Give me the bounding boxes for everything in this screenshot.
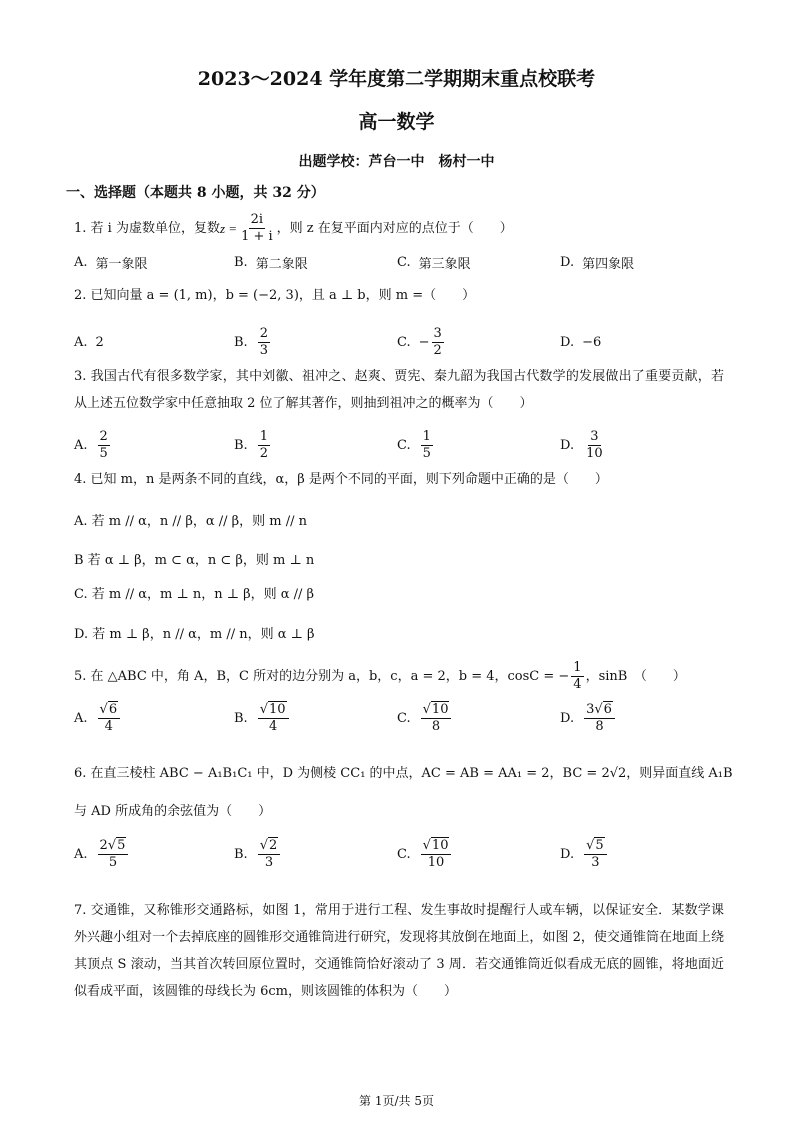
q5-option-d[interactable] (560, 702, 617, 735)
q1-option-c-text: 第三象限 (418, 257, 471, 272)
q4-option-a[interactable]: A. 若 m // α，n // β，α // β，则 m // n (74, 514, 308, 529)
q3-b-fraction (258, 429, 270, 462)
question-5 (74, 660, 686, 693)
q2-option-b[interactable] (234, 326, 272, 359)
q6-option-b[interactable] (234, 838, 282, 871)
q2-option-d-value: −6 (582, 335, 602, 350)
q5-b-den: 4 (268, 719, 278, 734)
q5-option-b[interactable] (234, 702, 291, 735)
q6-a-rad: 5 (117, 838, 126, 853)
q5-b-num: √10 (258, 702, 289, 719)
q6-a-num: 2√5 (98, 838, 129, 855)
label-b: B. (234, 335, 248, 350)
q5-d-coef: 3 (586, 702, 595, 717)
q6-d-rad: 5 (595, 838, 604, 853)
section-heading: 一、选择题（本题共 8 小题，共 32 分） (66, 185, 325, 201)
q5-c-fraction (421, 702, 452, 735)
schools-line: 出题学校：芦台一中 杨村一中 (298, 154, 495, 170)
q5-option-a[interactable] (74, 702, 122, 735)
question-1 (74, 212, 513, 245)
q5-d-num: 3√6 (584, 702, 615, 719)
label-a: A. (74, 335, 88, 350)
label-c: C. (397, 438, 411, 453)
q2-c-den: 2 (433, 343, 442, 358)
label-a: A. (74, 711, 88, 726)
label-c: C. (397, 711, 411, 726)
q3-b-num: 1 (259, 429, 268, 444)
q1-option-d-text: 第四象限 (582, 257, 635, 272)
q3-d-num: 3 (590, 429, 599, 444)
q3-option-d[interactable] (560, 429, 607, 462)
q5-num: 1 (573, 660, 582, 675)
q5-c-rad: 10 (431, 702, 449, 717)
q6-c-num: √10 (421, 838, 452, 855)
q1-option-d[interactable] (560, 253, 634, 272)
q1-num: 2i (250, 212, 264, 227)
q5-den: 4 (573, 677, 582, 692)
q5-a-den: 4 (104, 719, 113, 734)
label-d: D. (560, 438, 575, 453)
q2-b-den: 3 (259, 343, 268, 358)
q5-d-den: 8 (595, 719, 604, 734)
q6-a-coef: 2 (99, 838, 108, 853)
q5-post: ，sinB （ ） (585, 668, 686, 684)
q1-option-a[interactable] (74, 253, 148, 272)
question-3: 3. 我国古代有很多数学家，其中刘徽、祖冲之、赵爽、贾宪、秦九韶为我国古代数学的发展做出了重要贡献，若从上述五位数学家中任意抽取 2 位了解其著作，则抽到祖冲之的概率为（ ） (74, 369, 724, 411)
q2-option-a[interactable] (74, 335, 104, 350)
q6-option-c[interactable] (397, 838, 453, 871)
q6-a-fraction (98, 838, 129, 871)
q5-a-num: √6 (98, 702, 121, 719)
q3-c-den: 5 (422, 446, 431, 461)
q6-a-den: 5 (108, 855, 118, 870)
q2-c-sign: − (418, 335, 430, 350)
label-d: D. (560, 847, 575, 862)
label-a: A. (74, 847, 88, 862)
question-2: 2. 已知向量 a = (1, m)，b = (−2, 3)，且 a ⊥ b，则 m =（ ） (74, 288, 476, 303)
q1-pre: 1. 若 i 为虚数单位，复数 (74, 220, 220, 236)
q6-b-den: 3 (264, 855, 274, 870)
label-b: B. (234, 711, 248, 726)
q3-d-fraction (584, 429, 605, 462)
q3-a-fraction (98, 429, 110, 462)
q3-option-c[interactable] (397, 429, 435, 462)
q5-c-den: 8 (431, 719, 441, 734)
q2-option-c[interactable] (397, 326, 446, 359)
q3-b-den: 2 (259, 446, 268, 461)
subject-title: 高一数学 (358, 111, 435, 133)
q6-b-rad: 2 (268, 838, 278, 853)
q2-c-num: 3 (433, 326, 442, 341)
q3-c-num: 1 (422, 429, 431, 444)
q6-c-den: 10 (427, 855, 445, 870)
q5-d-fraction (584, 702, 615, 735)
q1-post: ，则 z 在复平面内对应的点位于（ ） (276, 220, 513, 236)
q6-d-fraction (584, 838, 607, 871)
q4-option-b[interactable]: B 若 α ⊥ β，m ⊂ α，n ⊂ β，则 m ⊥ n (74, 553, 315, 568)
q2-option-d[interactable] (560, 335, 601, 350)
q6-option-a[interactable] (74, 838, 130, 871)
q6-d-den: 3 (591, 855, 600, 870)
q5-c-num: √10 (421, 702, 452, 719)
q6-option-d[interactable] (560, 838, 609, 871)
q4-option-d[interactable]: D. 若 m ⊥ β，n // α，m // n，则 α ⊥ β (74, 627, 315, 642)
q6-b-fraction (258, 838, 281, 871)
label-b: B. (234, 255, 248, 270)
q1-option-b[interactable] (234, 253, 308, 272)
q2-b-fraction (258, 326, 270, 359)
q5-b-rad: 10 (268, 702, 286, 717)
label-d: D. (560, 711, 575, 726)
label-c: C. (397, 255, 411, 270)
label-c: C. (397, 335, 411, 350)
q1-z: z = (219, 220, 238, 236)
q5-d-rad: 6 (603, 702, 612, 717)
label-a: A. (74, 438, 88, 453)
q5-b-fraction (258, 702, 289, 735)
q2-option-a-value: 2 (95, 335, 104, 350)
q5-fraction (571, 660, 583, 693)
q3-a-num: 2 (99, 429, 108, 444)
q5-a-rad: 6 (108, 702, 118, 717)
q6-c-rad: 10 (431, 838, 449, 853)
question-6-line-1: 6. 在直三棱柱 ABC − A₁B₁C₁ 中，D 为侧棱 CC₁ 的中点，AC = AB = AA₁ = 2，BC = 2√2，则异面直线 A₁B (74, 766, 733, 781)
question-4: 4. 已知 m，n 是两条不同的直线，α，β 是两个不同的平面，则下列命题中正确的是（ ） (74, 472, 608, 487)
q4-option-c[interactable]: C. 若 m // α，m ⊥ n，n ⊥ β，则 α // β (74, 587, 315, 602)
q1-option-c[interactable] (397, 253, 471, 272)
label-b: B. (234, 847, 248, 862)
q5-pre: 5. 在 △ABC 中，角 A，B，C 所对的边分别为 a，b，c，a = 2，b = 4，cosC = − (74, 668, 570, 684)
q3-d-den: 10 (586, 446, 603, 461)
q2-b-num: 2 (259, 326, 268, 341)
question-6-line-2: 与 AD 所成角的余弦值为（ ） (74, 804, 272, 819)
label-d: D. (560, 335, 575, 350)
q1-option-b-text: 第二象限 (255, 257, 308, 272)
q3-option-a[interactable] (74, 429, 112, 462)
q5-option-c[interactable] (397, 702, 453, 735)
q3-c-fraction (421, 429, 433, 462)
label-d: D. (560, 255, 575, 270)
question-7: 7. 交通锥，又称锥形交通路标，如图 1，常用于进行工程、发生事故时提醒行人或车辆，以保证安全．某数学课外兴趣小组对一个去掉底座的圆锥形交通锥筒进行研究，发现将其放倒在地面上，如图 2，使交通锥筒在地面上绕其顶点 S 滚动，当其首次转回原位置时，交通锥筒恰好滚动了 3 周．若交通锥筒近似看成无底的圆锥，将地面近似看成平面，该圆锥的母线长为 6cm，则该圆锥的体积为（ ） (74, 903, 724, 999)
q6-b-num: √2 (258, 838, 281, 855)
q6-d-num: √5 (584, 838, 607, 855)
page-footer: 第 1页/共 5页 (359, 1094, 434, 1108)
q1-den: 1 + i (241, 229, 273, 244)
label-c: C. (397, 847, 411, 862)
q2-c-fraction (432, 326, 444, 359)
label-b: B. (234, 438, 248, 453)
q1-fraction (239, 212, 275, 245)
q5-a-fraction (98, 702, 121, 735)
label-a: A. (74, 255, 88, 270)
q1-option-a-text: 第一象限 (95, 257, 148, 272)
q3-a-den: 5 (99, 446, 108, 461)
q3-option-b[interactable] (234, 429, 272, 462)
q6-c-fraction (421, 838, 452, 871)
exam-title: 2023～2024 学年度第二学期期末重点校联考 (197, 68, 596, 90)
